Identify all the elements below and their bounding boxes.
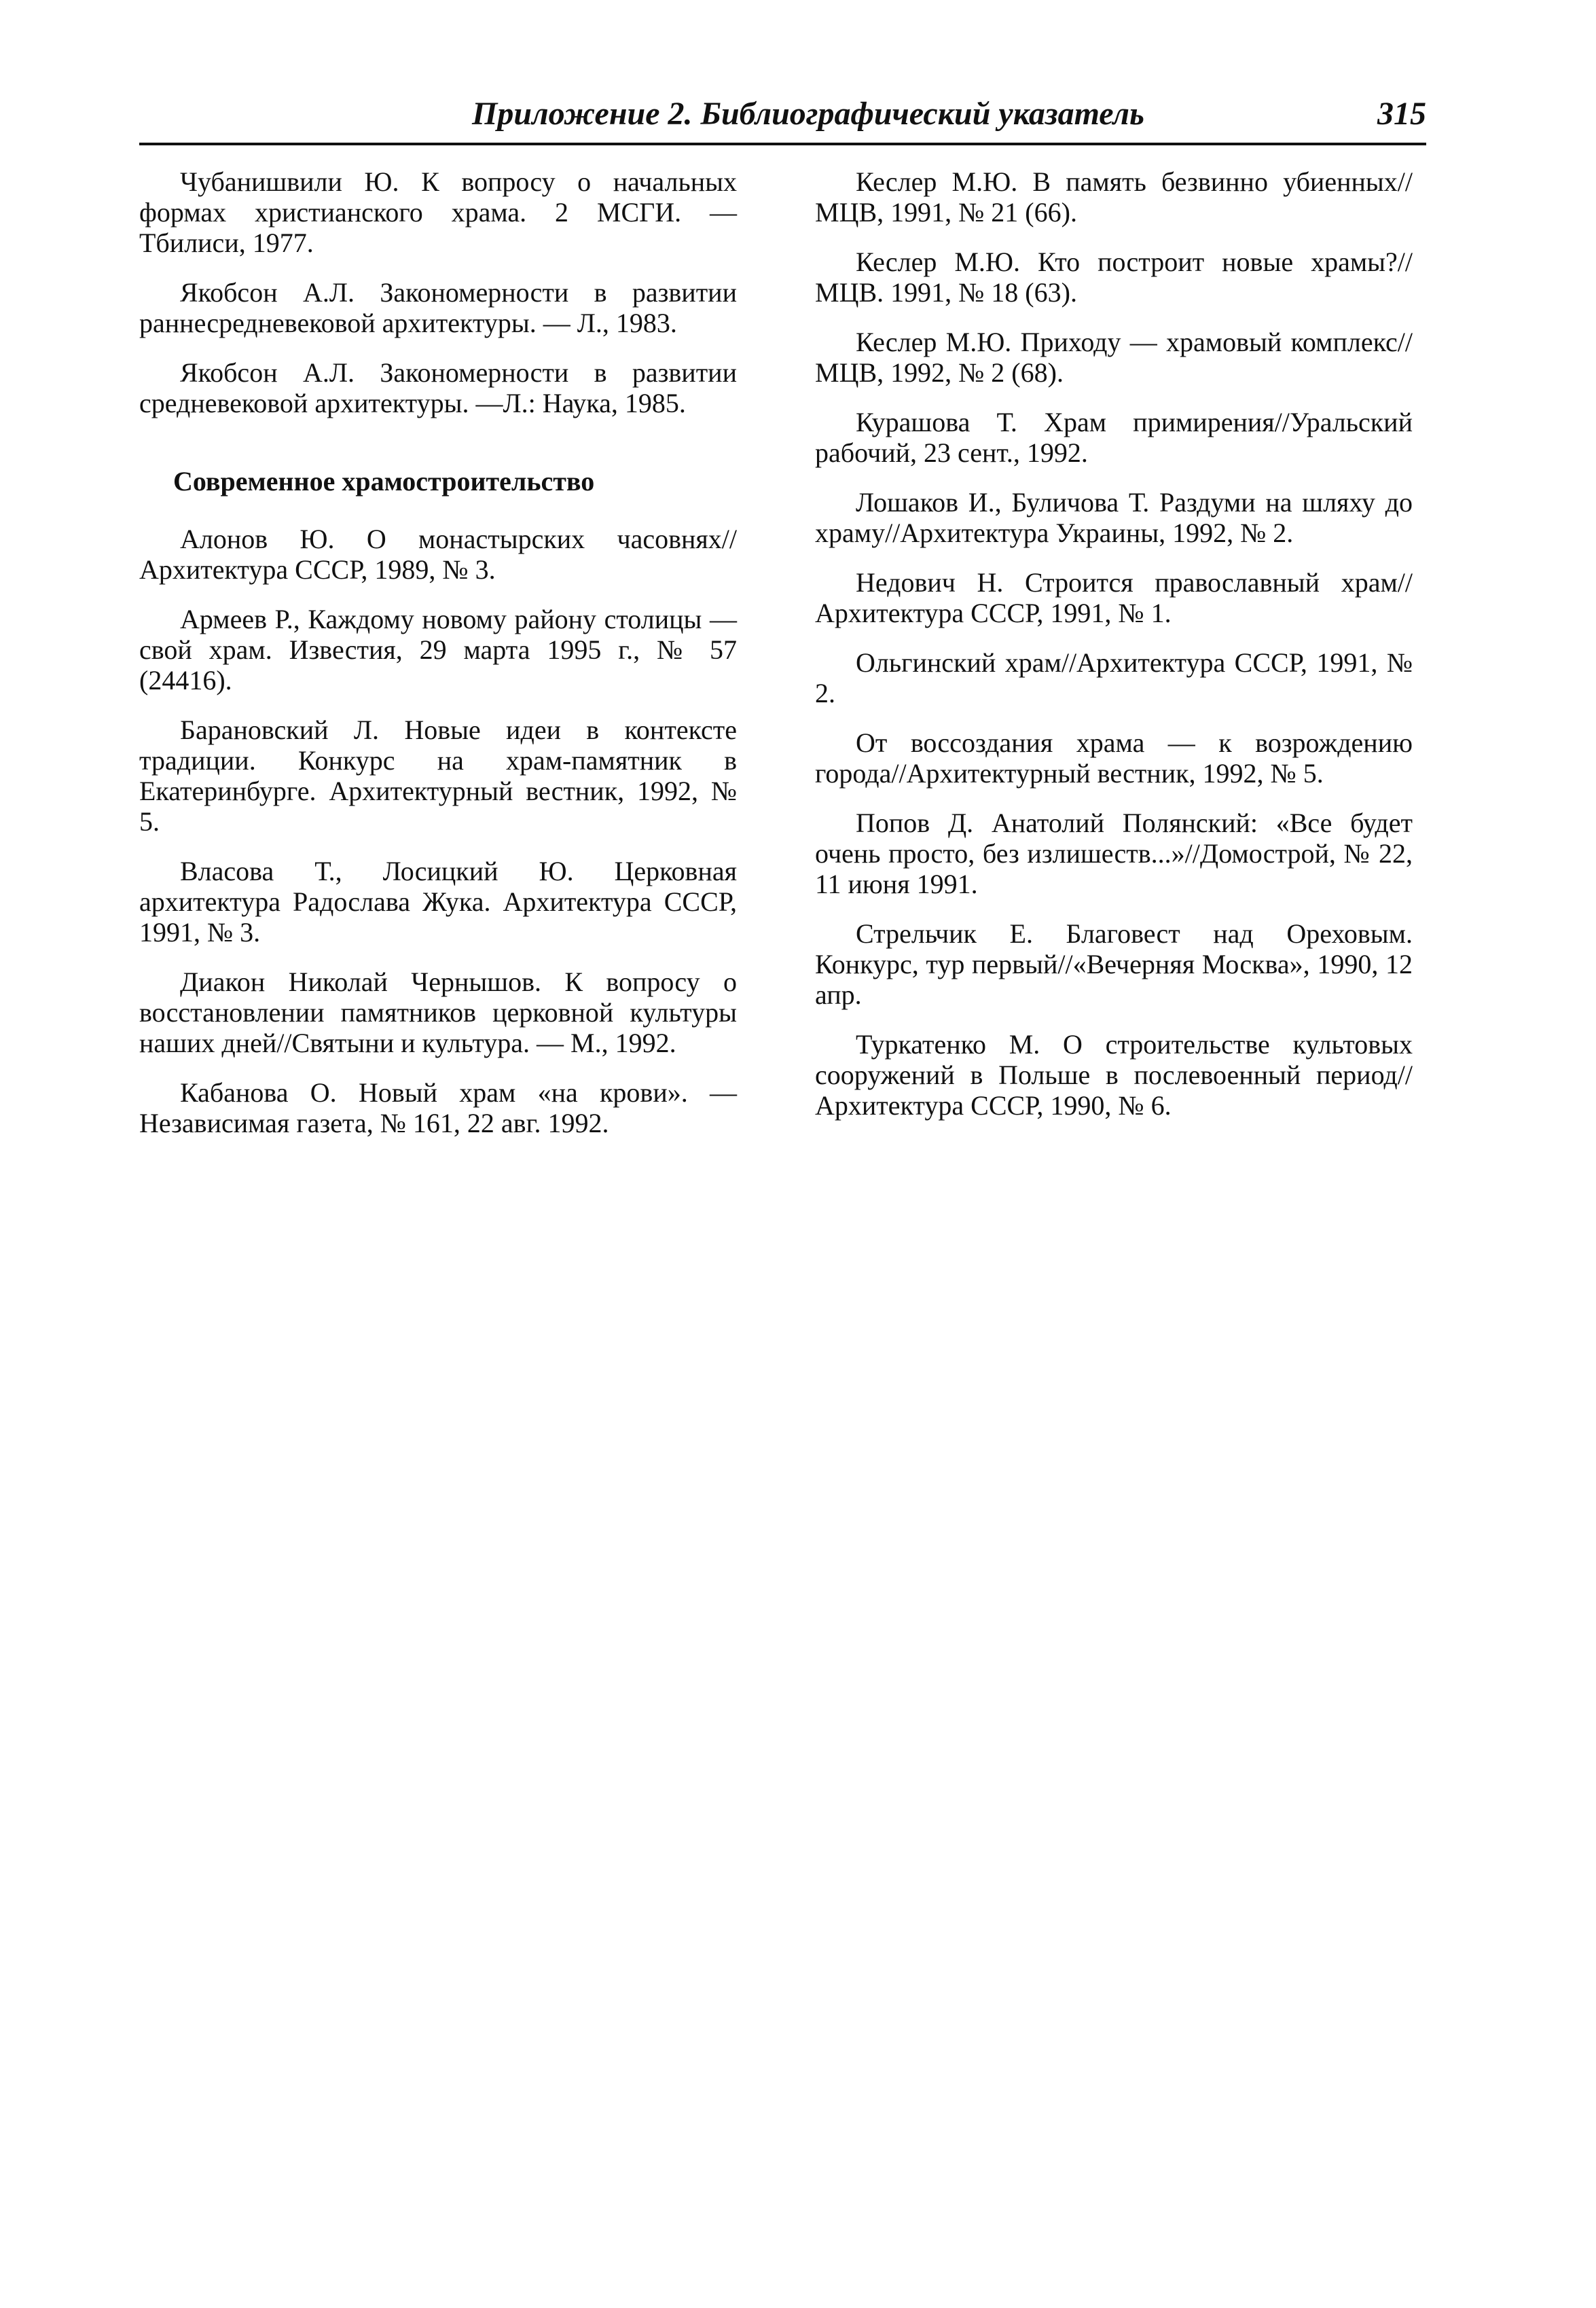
running-header [139, 94, 1426, 145]
bibliography-entry: Кеслер М.Ю. Кто построит новые храмы?// МЦВ. 1991, № 18 (63). [815, 247, 1413, 308]
bibliography-entry: Алонов Ю. О монастырских часовнях//Архитектура СССР, 1989, № 3. [139, 524, 737, 585]
bibliography-entry: Кеслер М.Ю. В память безвинно убиенных// МЦВ, 1991, № 21 (66). [815, 166, 1413, 228]
bibliography-entry: Якобсон А.Л. Закономерности в развитии раннесредневековой архитектуры. — Л., 1983. [139, 277, 737, 338]
bibliography-entry: Диакон Николай Чернышов. К вопросу о восстановлении памятников церковной культуры наших дней//Святыни и культура. — М., 1992. [139, 967, 737, 1058]
bibliography-entry: Попов Д. Анатолий Полянский: «Все будет очень просто, без излишеств...»//Домострой, № 22, 11 июня 1991. [815, 808, 1413, 899]
bibliography-entry: Армеев Р., Каждому новому району столицы — свой храм. Известия, 29 марта 1995 г., № 57 (24416). [139, 604, 737, 696]
bibliography-entry: Власова Т., Лосицкий Ю. Церковная архитектура Радослава Жука. Архитектура СССР, 1991, № 3. [139, 856, 737, 948]
running-title: Приложение 2. Библиографический указатель [472, 96, 1144, 132]
left-column [139, 166, 737, 1157]
page-number: 315 [1377, 96, 1426, 132]
bibliography-entry: Чубанишвили Ю. К вопросу о начальных формах христианского храма. 2 МСГИ. — Тбилиси, 1977. [139, 166, 737, 258]
bibliography-entry: Недович Н. Строится православный храм// Архитектура СССР, 1991, № 1. [815, 567, 1413, 628]
bibliography-entry: Кеслер М.Ю. Приходу — храмовый комплекс//МЦВ, 1992, № 2 (68). [815, 327, 1413, 388]
bibliography-entry: Лошаков И., Буличова Т. Раздуми на шляху до храму//Архитектура Украины, 1992, № 2. [815, 487, 1413, 548]
bibliography-entry: Кабанова О. Новый храм «на крови». — Независимая газета, № 161, 22 авг. 1992. [139, 1077, 737, 1138]
section-heading: Современное храмостроительство [173, 466, 595, 497]
bibliography-entry: Туркатенко М. О строительстве культовых сооружений в Польше в послевоенный период//Архитектура СССР, 1990, № 6. [815, 1029, 1413, 1121]
right-column [815, 166, 1413, 1140]
bibliography-entry: Барановский Л. Новые идеи в контексте традиции. Конкурс на храм-памятник в Екатеринбурге. Архитектурный вестник, 1992, № 5. [139, 715, 737, 837]
bibliography-entry: От воссоздания храма — к возрождению города//Архитектурный вестник, 1992, № 5. [815, 727, 1413, 789]
bibliography-entry: Стрельчик Е. Благовест над Ореховым. Конкурс, тур первый//«Вечерняя Москва», 1990, 12 апр. [815, 918, 1413, 1010]
bibliography-entry: Курашова Т. Храм примирения//Уральский рабочий, 23 сент., 1992. [815, 407, 1413, 468]
bibliography-entry: Ольгинский храм//Архитектура СССР, 1991, № 2. [815, 647, 1413, 708]
bibliography-entry: Якобсон А.Л. Закономерности в развитии средневековой архитектуры. —Л.: Наука, 1985. [139, 357, 737, 418]
